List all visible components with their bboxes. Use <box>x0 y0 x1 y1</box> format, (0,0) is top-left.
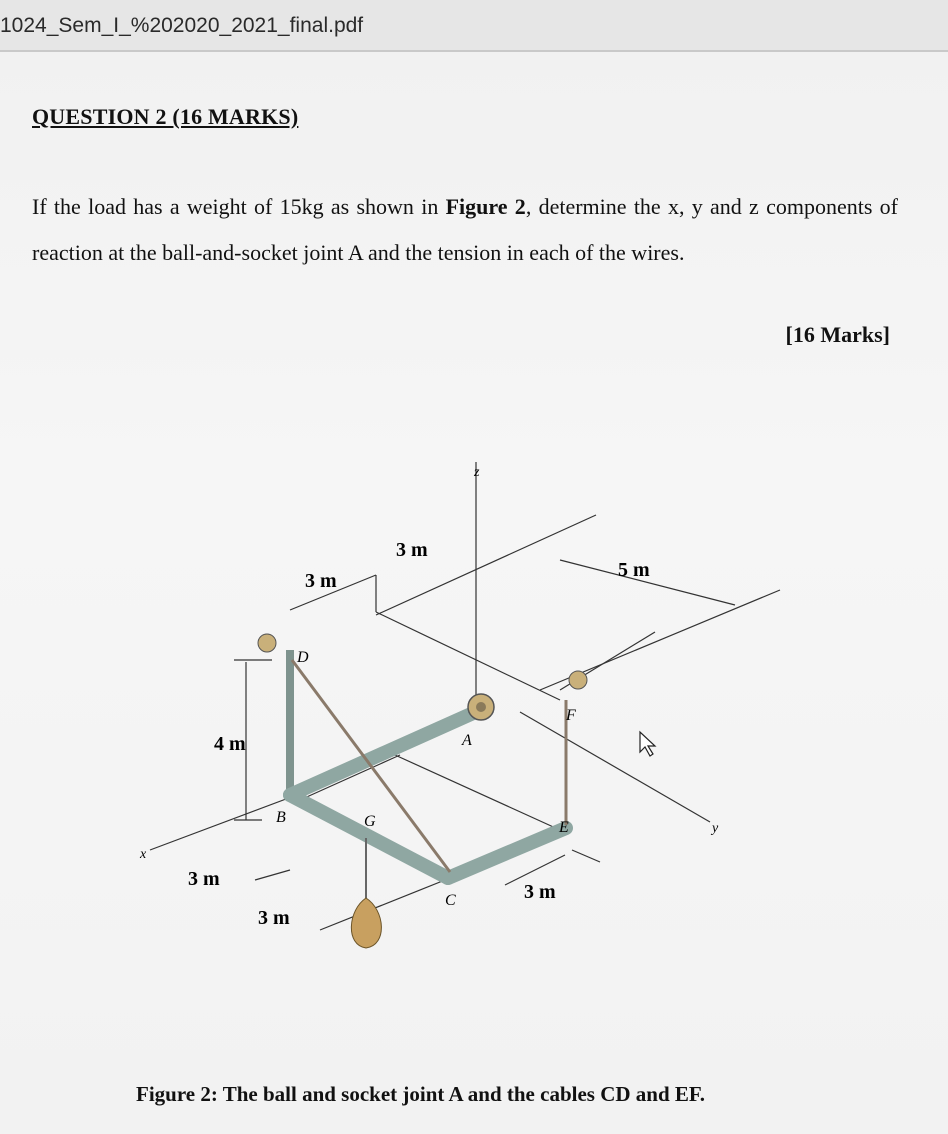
ball-socket-a-center <box>476 702 486 712</box>
dim-3m-bottom <box>320 880 445 930</box>
load-weight <box>351 898 381 948</box>
x-axis-label: x <box>140 847 147 862</box>
pipe-b-a <box>290 710 480 795</box>
y-axis-label: y <box>712 821 719 836</box>
dim-top-right-label: 5 m <box>618 559 650 581</box>
point-a-label: A <box>462 732 472 749</box>
mouse-cursor-icon <box>640 732 655 756</box>
point-g-label: G <box>364 813 376 830</box>
dim-tick-e <box>572 850 600 862</box>
y-axis-line <box>520 712 710 822</box>
figure-2 <box>130 455 810 975</box>
eyelet-d <box>258 634 276 652</box>
eyelet-f <box>569 671 587 689</box>
point-c-label: C <box>445 892 456 909</box>
dim-bottom-label: 3 m <box>258 907 290 929</box>
dim-top-label: 3 m <box>396 539 428 561</box>
point-f-label: F <box>566 707 576 724</box>
figure-reference: Figure 2 <box>445 194 526 219</box>
question-text-start: If the load has a weight of 15kg as shown in <box>32 194 446 219</box>
pipe-c-e <box>448 828 566 878</box>
ground-line-a <box>376 612 560 700</box>
point-e-label: E <box>559 819 569 836</box>
back-edge-line <box>376 515 596 615</box>
pdf-tab-bar <box>0 0 948 52</box>
question-text-end: , determine the x, y and z components of reaction at the ball-and-socket joint A and the tension in each of the wires. <box>32 194 899 265</box>
marks-label: [16 Marks] <box>785 322 890 347</box>
dim-top-left-label: 3 m <box>305 570 337 592</box>
point-b-label: B <box>276 809 286 826</box>
pdf-file-title[interactable]: 1024_Sem_I_%202020_2021_final.pdf <box>0 14 364 37</box>
z-axis-label: z <box>474 465 480 480</box>
question-text <box>32 184 898 276</box>
dim-height-label: 4 m <box>214 733 246 755</box>
question-heading: QUESTION 2 (16 MARKS) <box>32 104 299 129</box>
dim-bottom-right-label: 3 m <box>524 881 556 903</box>
point-d-label: D <box>297 649 309 666</box>
dim-3m-left <box>255 870 290 880</box>
ground-line-b <box>395 755 560 830</box>
figure-diagram <box>130 455 810 975</box>
figure-caption: Figure 2: The ball and socket joint A and the cables CD and EF. <box>136 1082 706 1106</box>
dim-left-label: 3 m <box>188 868 220 890</box>
